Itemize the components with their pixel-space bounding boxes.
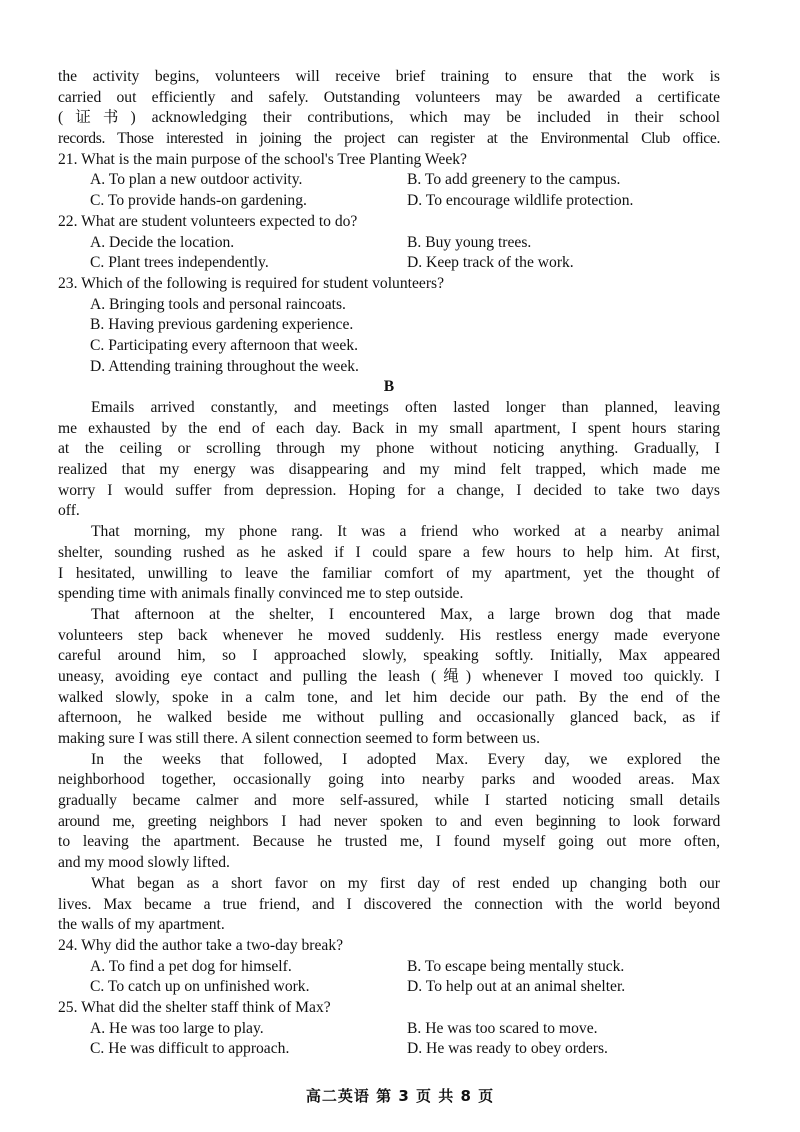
- question-22: [58, 212, 720, 274]
- text-line: What began as a short favor on my first day of rest ended up changing both our: [91, 874, 720, 892]
- option-c: C. Participating every afternoon that week.: [90, 336, 359, 354]
- text-line: carried out efficiently and safely. Outstanding volunteers may be awarded a certificate: [58, 88, 720, 106]
- option-a: A. To plan a new outdoor activity.: [90, 171, 303, 189]
- options-row: [58, 1019, 720, 1040]
- passage-b: [58, 398, 720, 936]
- paragraph-2: [58, 522, 720, 605]
- text-line: worry I would suffer from depression. Hoping for a change, I decided to take two days: [58, 481, 720, 499]
- option-b: B. To escape being mentally stuck.: [407, 957, 625, 975]
- text-line: In the weeks that followed, I adopted Max. Every day, we explored the: [91, 750, 720, 768]
- text-line: at the ceiling or scrolling through my phone without noticing anything. Gradually, I: [58, 440, 720, 458]
- options-row: [58, 233, 720, 254]
- options-row: [58, 1039, 720, 1060]
- question-text: 21. What is the main purpose of the school's Tree Planting Week?: [58, 150, 467, 168]
- text-line: neighborhood together, occasionally going into nearby parks and wooded areas. Max: [58, 771, 720, 789]
- text-line: Emails arrived constantly, and meetings often lasted longer than planned, leaving: [91, 399, 720, 416]
- text-line: off.: [58, 502, 80, 520]
- option-a: A. To find a pet dog for himself.: [90, 957, 292, 975]
- question-24: [58, 936, 720, 998]
- option-c: C. Plant trees independently.: [90, 254, 269, 272]
- option-d: D. Keep track of the work.: [407, 254, 574, 272]
- options-row: [58, 253, 720, 274]
- paragraph-4: [58, 750, 720, 874]
- question-text: 22. What are student volunteers expected to do?: [58, 212, 358, 230]
- option-b: B. Having previous gardening experience.: [90, 316, 354, 334]
- option-d: D. He was ready to obey orders.: [407, 1040, 608, 1058]
- options-row: [58, 957, 720, 978]
- text-line: to leaving the apartment. Because he trusted me, I found myself going out more often,: [58, 833, 720, 851]
- option-a: A. Decide the location.: [90, 233, 235, 251]
- text-line: lives. Max became a true friend, and I discovered the connection with the world beyond: [58, 895, 720, 913]
- option-b: B. To add greenery to the campus.: [407, 171, 621, 189]
- text-line: That afternoon at the shelter, I encountered Max, a large brown dog that made: [91, 605, 720, 623]
- text-line: and my mood slowly lifted.: [58, 854, 230, 872]
- text-line: around me, greeting neighbors I had never spoken to and even beginning to look forward: [58, 812, 720, 830]
- options-row: [58, 191, 720, 212]
- option-c: C. To catch up on unfinished work.: [90, 978, 310, 996]
- text-line: the walls of my apartment.: [58, 916, 225, 934]
- text-line: walked slowly, spoke in a calm tone, and let him decide our path. By the end of the: [58, 688, 720, 706]
- text-line: afternoon, he walked beside me without pulling and occasionally glanced back, as if: [58, 709, 720, 727]
- text-line: careful around him, so I approached slowly, speaking softly. Initially, Max appeared: [58, 647, 720, 665]
- question-text: 25. What did the shelter staff think of Max?: [58, 998, 331, 1016]
- paragraph-5: [58, 874, 720, 936]
- option-d: D. To help out at an animal shelter.: [407, 978, 626, 996]
- options-row: [58, 977, 720, 998]
- text-line: That morning, my phone rang. It was a friend who worked at a nearby animal: [91, 523, 720, 541]
- option-d: D. To encourage wildlife protection.: [407, 192, 634, 210]
- option-a: A. Bringing tools and personal raincoats.: [90, 295, 346, 313]
- section-b-title: B: [383, 378, 395, 396]
- question-21: [58, 150, 720, 212]
- text-line: the activity begins, volunteers will receive brief training to ensure that the work is: [58, 68, 720, 85]
- exam-page: [58, 67, 720, 1060]
- text-line: realized that my energy was disappearing and my mind felt trapped, which made me: [58, 461, 720, 479]
- options-row: [58, 170, 720, 191]
- question-text: 24. Why did the author take a two-day break?: [58, 936, 344, 954]
- option-b: B. He was too scared to move.: [407, 1019, 598, 1037]
- text-line: (证书) acknowledging their contributions, which may be included in their school: [58, 109, 720, 127]
- paragraph-1: [58, 398, 720, 522]
- paragraph-3: [58, 605, 720, 750]
- option-c: C. He was difficult to approach.: [90, 1040, 290, 1058]
- text-line: me exhausted by the end of each day. Back in my small apartment, I spent hours staring: [58, 419, 720, 437]
- text-line: spending time with animals finally convinced me to step outside.: [58, 585, 464, 603]
- option-b: B. Buy young trees.: [407, 233, 532, 251]
- text-line: gradually became calmer and more self-assured, while I started noticing small details: [58, 792, 720, 810]
- intro-paragraph: [58, 67, 720, 150]
- option-c: C. To provide hands-on gardening.: [90, 192, 307, 210]
- question-23: [58, 274, 720, 377]
- text-line: records. Those interested in joining the project can register at the Environmental Club office.: [58, 130, 720, 148]
- option-a: A. He was too large to play.: [90, 1019, 264, 1037]
- text-line: uneasy, avoiding eye contact and pulling the leash (绳) whenever I moved too quickly. I: [58, 667, 720, 685]
- question-text: 23. Which of the following is required for student volunteers?: [58, 274, 444, 292]
- text-line: I hesitated, unwilling to leave the familiar comfort of my apartment, yet the thought of: [58, 564, 720, 582]
- page-footer: 高二英语 第 3 页 共 8 页: [305, 1087, 495, 1105]
- text-line: shelter, sounding rushed as he asked if I could spare a few hours to help him. At first,: [58, 543, 720, 561]
- text-line: making sure I was still there. A silent connection seemed to form between us.: [58, 730, 540, 747]
- text-line: volunteers step back whenever he moved suddenly. His restless energy made everyone: [58, 626, 720, 644]
- question-25: [58, 998, 720, 1060]
- option-d: D. Attending training throughout the week.: [90, 357, 359, 375]
